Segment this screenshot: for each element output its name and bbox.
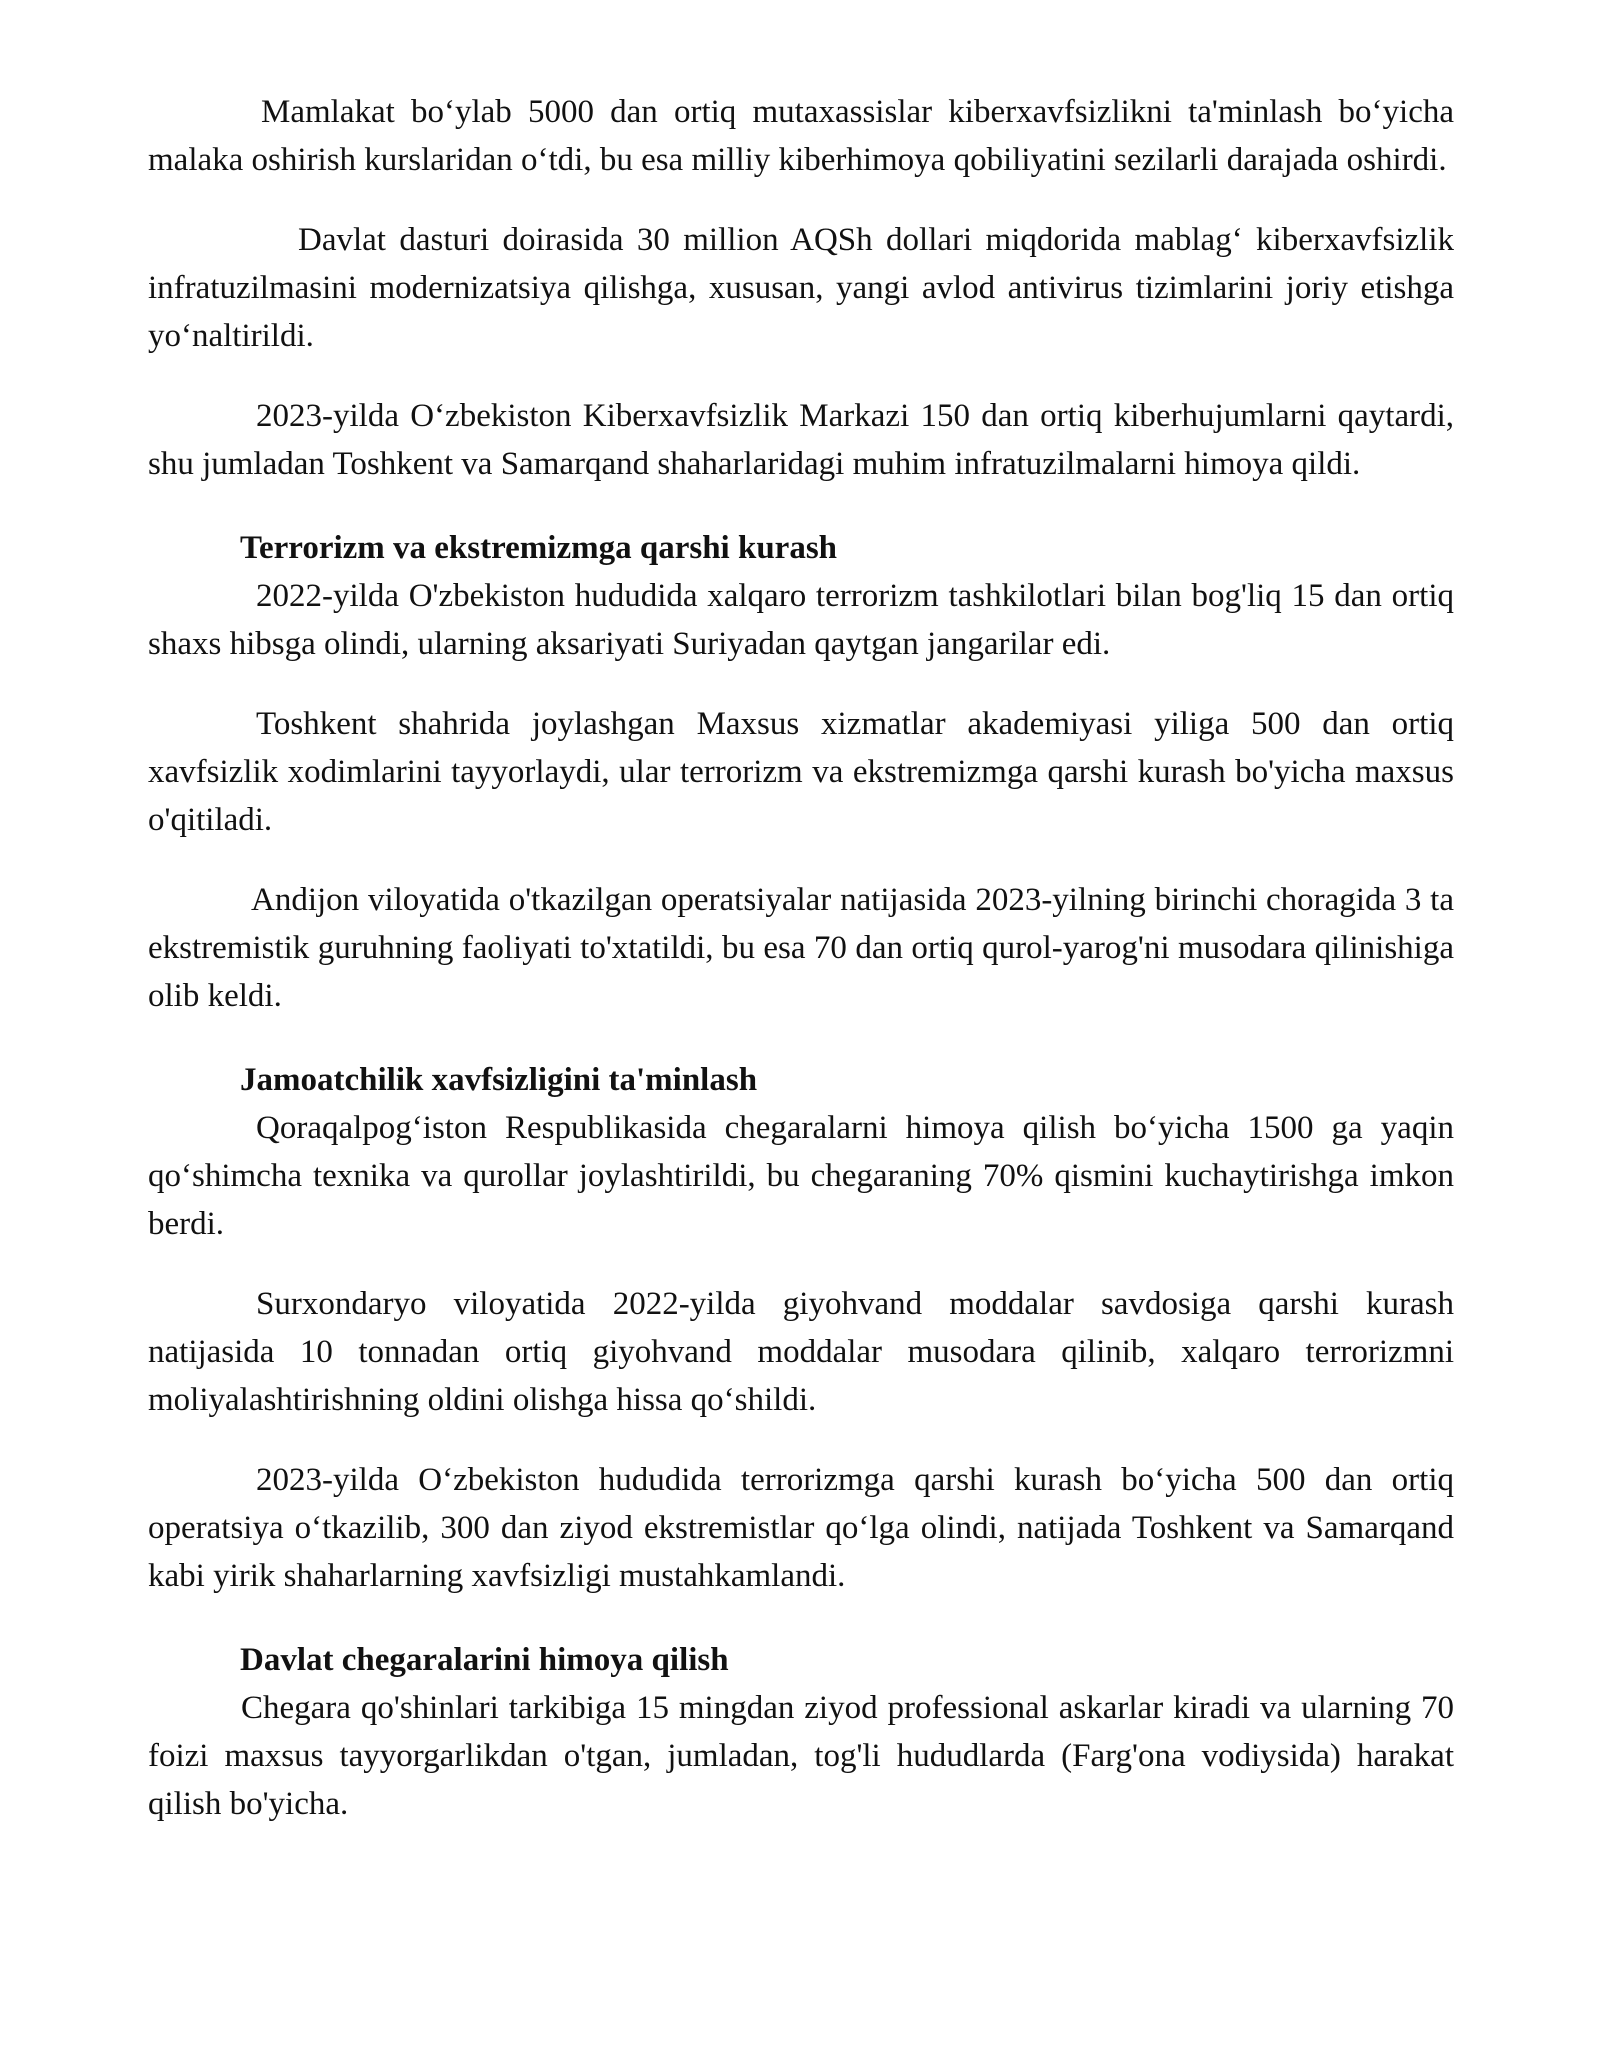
paragraph-karakalpak-border: Qoraqalpog‘iston Respublikasida chegaralarni himoya qilish bo‘yicha 1500 ga yaqin qo‘shimcha texnika va qurollar joylashtirildi, bu chegaraning 70% qismini kuchaytirishga imkon berdi. (148, 1110, 1454, 1242)
paragraph-cyber-training: Mamlakat bo‘ylab 5000 dan ortiq mutaxassislar kiberxavfsizlikni ta'minlash bo‘yicha malaka oshirish kurslaridan o‘tdi, bu esa milliy kiberhimoya qobiliyatini sezilarli darajada oshirdi. (148, 94, 1454, 178)
section-heading-terrorism: Terrorizm va ekstremizmga qarshi kurash (240, 530, 838, 566)
paragraph-terror-arrests: 2022-yilda O'zbekiston hududida xalqaro terrorizm tashkilotlari bilan bog'liq 15 dan ortiq shaxs hibsga olindi, ularning aksariyati Suriyadan qaytgan jangarilar edi. (148, 578, 1454, 662)
paragraph-counter-terror-ops: 2023-yilda O‘zbekiston hududida terrorizmga qarshi kurash bo‘yicha 500 dan ortiq operatsiya o‘tkazilib, 300 dan ziyod ekstremistlar qo‘lga olindi, natijada Toshkent va Samarqand kabi yirik shaharlarning xavfsizligi mustahkamlandi. (148, 1462, 1454, 1594)
section-heading-public-security: Jamoatchilik xavfsizligini ta'minlash (240, 1062, 758, 1098)
section-heading-border-protection: Davlat chegaralarini himoya qilish (240, 1642, 729, 1678)
paragraph-border-troops: Chegara qo'shinlari tarkibiga 15 mingdan ziyod professional askarlar kiradi va ularning 70 foizi maxsus tayyorgarlikdan o'tgan, jumladan, tog'li hududlarda (Farg'ona vodiysida) harakat qilish bo'yicha. (148, 1690, 1454, 1822)
paragraph-cyber-funding: Davlat dasturi doirasida 30 million AQSh dollari miqdorida mablag‘ kiberxavfsizlik infratuzilmasini modernizatsiya qilishga, xususan, yangi avlod antivirus tizimlarini joriy etishga yo‘naltirildi. (148, 222, 1454, 354)
paragraph-cyber-center: 2023-yilda O‘zbekiston Kiberxavfsizlik Markazi 150 dan ortiq kiberhujumlarni qaytardi, shu jumladan Toshkent va Samarqand shaharlaridagi muhim infratuzilmalarni himoya qildi. (148, 398, 1454, 482)
paragraph-andijon-operations: Andijon viloyatida o'tkazilgan operatsiyalar natijasida 2023-yilning birinchi choragida 3 ta ekstremistik guruhning faoliyati to'xtatildi, bu esa 70 dan ortiq qurol-yarog'ni musodara qilinishiga olib keldi. (148, 882, 1454, 1014)
paragraph-special-academy: Toshkent shahrida joylashgan Maxsus xizmatlar akademiyasi yiliga 500 dan ortiq xavfsizlik xodimlarini tayyorlaydi, ular terrorizm va ekstremizmga qarshi kurash bo'yicha maxsus o'qitiladi. (148, 706, 1454, 838)
document-page (148, 88, 1454, 1860)
paragraph-surxondaryo-drugs: Surxondaryo viloyatida 2022-yilda giyohvand moddalar savdosiga qarshi kurash natijasida 10 tonnadan ortiq giyohvand moddalar musodara qilinib, xalqaro terrorizmni moliyalashtirishning oldini olishga hissa qo‘shildi. (148, 1286, 1454, 1418)
